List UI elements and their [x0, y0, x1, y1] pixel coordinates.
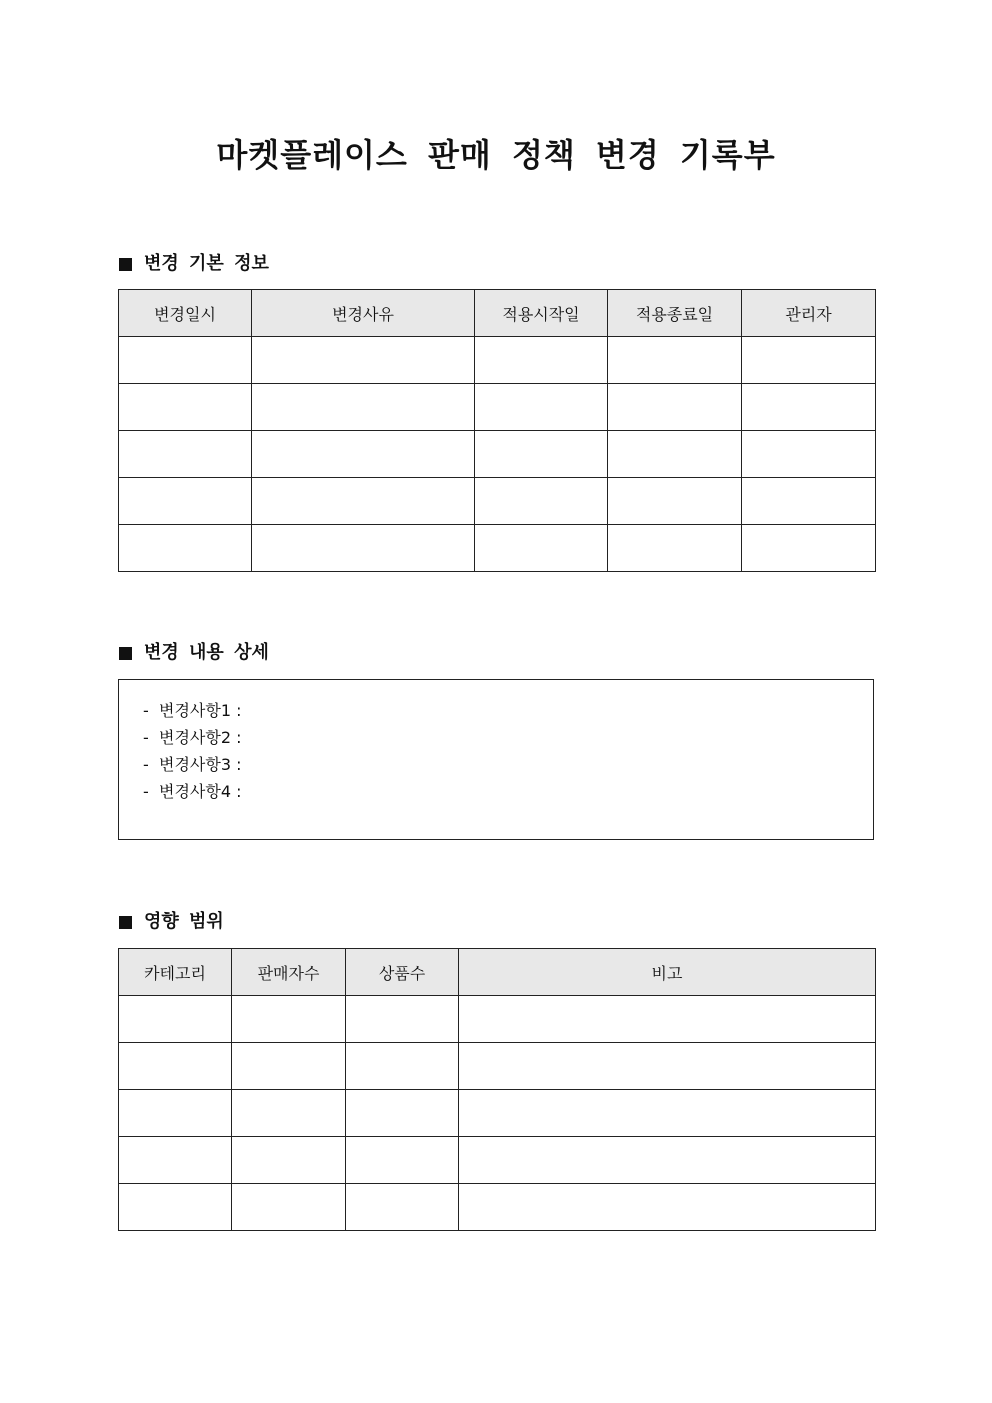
- dash-bullet: -: [143, 701, 149, 720]
- details-list: [119, 680, 873, 808]
- table-row: [119, 337, 876, 384]
- list-item-label: 변경사항2 :: [159, 728, 242, 747]
- table-cell[interactable]: [119, 525, 252, 572]
- table-row: [119, 1043, 876, 1090]
- table-cell[interactable]: [119, 1090, 232, 1137]
- list-item-label: 변경사항4 :: [159, 782, 242, 801]
- table-cell[interactable]: [232, 1184, 346, 1231]
- basic-info-table: [118, 289, 876, 572]
- table-cell[interactable]: [475, 337, 608, 384]
- list-item: [143, 727, 873, 754]
- column-header: 변경사유: [252, 290, 475, 337]
- table-cell[interactable]: [742, 431, 876, 478]
- column-header: 적용시작일: [475, 290, 608, 337]
- table-cell[interactable]: [346, 1137, 459, 1184]
- table-cell[interactable]: [119, 337, 252, 384]
- table-cell[interactable]: [119, 1184, 232, 1231]
- table-cell[interactable]: [742, 478, 876, 525]
- column-header: 판매자수: [232, 949, 346, 996]
- list-item-label: 변경사항1 :: [159, 701, 242, 720]
- section-label: 변경 내용 상세: [144, 642, 269, 663]
- table-cell[interactable]: [742, 525, 876, 572]
- section-label: 영향 범위: [144, 911, 224, 932]
- table-header-row: [119, 949, 876, 996]
- table-cell[interactable]: [459, 1137, 876, 1184]
- square-bullet-icon: [119, 647, 132, 660]
- column-header: 변경일시: [119, 290, 252, 337]
- table-cell[interactable]: [119, 1137, 232, 1184]
- table-cell[interactable]: [346, 996, 459, 1043]
- list-item-label: 변경사항3 :: [159, 755, 242, 774]
- table-cell[interactable]: [346, 1090, 459, 1137]
- document-title: 마켓플레이스 판매 정책 변경 기록부: [216, 136, 776, 174]
- table-cell[interactable]: [252, 431, 475, 478]
- column-header: 상품수: [346, 949, 459, 996]
- table-row: [119, 384, 876, 431]
- table-cell[interactable]: [459, 996, 876, 1043]
- table-cell[interactable]: [742, 384, 876, 431]
- table-cell[interactable]: [459, 1184, 876, 1231]
- table-cell[interactable]: [232, 1137, 346, 1184]
- list-item: [143, 700, 873, 727]
- table-cell[interactable]: [119, 478, 252, 525]
- table-cell[interactable]: [232, 996, 346, 1043]
- table-cell[interactable]: [119, 1043, 232, 1090]
- section-heading-basic-info: [119, 252, 269, 276]
- section-heading-impact: [119, 910, 224, 934]
- table-cell[interactable]: [608, 384, 742, 431]
- table-row: [119, 1184, 876, 1231]
- table-cell[interactable]: [232, 1043, 346, 1090]
- section-label: 변경 기본 정보: [144, 253, 269, 274]
- list-item: [143, 781, 873, 808]
- table-row: [119, 431, 876, 478]
- table-cell[interactable]: [608, 478, 742, 525]
- table-row: [119, 525, 876, 572]
- table-cell[interactable]: [252, 337, 475, 384]
- dash-bullet: -: [143, 755, 149, 774]
- table-cell[interactable]: [608, 525, 742, 572]
- dash-bullet: -: [143, 782, 149, 801]
- list-item: [143, 754, 873, 781]
- table-cell[interactable]: [232, 1090, 346, 1137]
- details-box[interactable]: [118, 679, 874, 840]
- square-bullet-icon: [119, 258, 132, 271]
- table-cell[interactable]: [475, 384, 608, 431]
- table-cell[interactable]: [742, 337, 876, 384]
- column-header: 관리자: [742, 290, 876, 337]
- table-cell[interactable]: [346, 1184, 459, 1231]
- table-row: [119, 996, 876, 1043]
- table-header-row: [119, 290, 876, 337]
- table-cell[interactable]: [119, 384, 252, 431]
- column-header: 카테고리: [119, 949, 232, 996]
- table-row: [119, 1090, 876, 1137]
- table-cell[interactable]: [459, 1090, 876, 1137]
- dash-bullet: -: [143, 728, 149, 747]
- table-cell[interactable]: [475, 478, 608, 525]
- column-header: 적용종료일: [608, 290, 742, 337]
- square-bullet-icon: [119, 916, 132, 929]
- table-row: [119, 1137, 876, 1184]
- column-header: 비고: [459, 949, 876, 996]
- table-cell[interactable]: [252, 478, 475, 525]
- table-cell[interactable]: [475, 431, 608, 478]
- table-cell[interactable]: [119, 996, 232, 1043]
- table-cell[interactable]: [608, 337, 742, 384]
- table-cell[interactable]: [252, 525, 475, 572]
- table-cell[interactable]: [608, 431, 742, 478]
- impact-table: [118, 948, 876, 1231]
- section-heading-details: [119, 641, 269, 665]
- table-row: [119, 478, 876, 525]
- table-cell[interactable]: [346, 1043, 459, 1090]
- table-cell[interactable]: [252, 384, 475, 431]
- table-cell[interactable]: [119, 431, 252, 478]
- table-cell[interactable]: [475, 525, 608, 572]
- table-cell[interactable]: [459, 1043, 876, 1090]
